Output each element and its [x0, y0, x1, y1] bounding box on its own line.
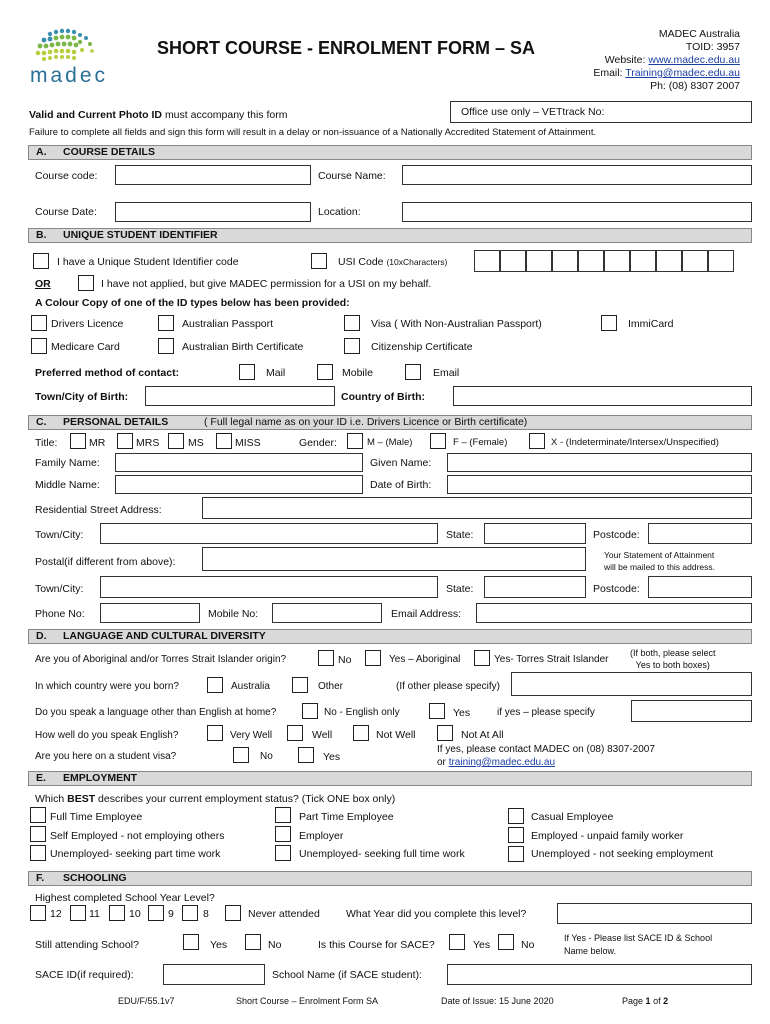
section-d-header [28, 629, 752, 644]
english-very-well-label: Very Well [230, 730, 273, 741]
not-applied-checkbox[interactable] [78, 275, 94, 291]
title-miss-checkbox[interactable] [216, 433, 232, 449]
title-mrs-label: MRS [136, 437, 160, 449]
highest-school-label: Highest completed School Year Level? [35, 892, 215, 904]
emp-employer-checkbox[interactable] [275, 826, 291, 842]
visa-yes-label: Yes [323, 751, 341, 763]
gender-female-checkbox[interactable] [430, 433, 446, 449]
usi-char-10[interactable] [708, 250, 734, 272]
language-no-label: No - English only [324, 707, 400, 718]
id-citizenship-checkbox[interactable] [344, 338, 360, 354]
logo-dots-icon [30, 26, 115, 68]
section-title: SCHOOLING [63, 872, 127, 884]
postal-state-field[interactable] [484, 576, 586, 598]
emp-seek-part-time-checkbox[interactable] [30, 845, 46, 861]
year-9-label: 9 [168, 908, 174, 920]
usi-char-1[interactable] [474, 250, 500, 272]
emp-full-time-label: Full Time Employee [50, 811, 143, 823]
both-note-line-1: (If both, please select [630, 648, 716, 658]
sace-yes-checkbox[interactable] [449, 934, 465, 950]
contact-mail-checkbox[interactable] [239, 364, 255, 380]
course-code-field[interactable] [115, 165, 311, 185]
english-not-well-label: Not Well [376, 729, 416, 741]
sace-yes-label: Yes [473, 939, 491, 951]
postal-postcode-label: Postcode: [593, 583, 640, 595]
emp-seek-part-time-label: Unemployed- seeking part time work [50, 848, 221, 860]
section-num: F. [36, 872, 45, 884]
section-f-header [28, 871, 752, 886]
emp-unpaid-family-checkbox[interactable] [508, 827, 524, 843]
gender-male-checkbox[interactable] [347, 433, 363, 449]
section-num: B. [36, 229, 47, 241]
id-drivers-licence-label: Drivers Licence [51, 318, 124, 330]
colour-copy-label: A Colour Copy of one of the ID types below has been provided: [35, 297, 350, 309]
madec-logo [30, 26, 115, 88]
country-other-field[interactable] [511, 672, 752, 696]
state-label: State: [446, 529, 474, 541]
course-name-field[interactable] [402, 165, 752, 185]
postal-town-label: Town/City: [35, 583, 84, 595]
visa-note-line-1: If yes, please contact MADEC on (08) 8307-2007 [437, 744, 655, 755]
language-yes-checkbox[interactable] [429, 703, 445, 719]
website-link[interactable]: www.madec.edu.au [648, 54, 740, 66]
english-not-at-all-checkbox[interactable] [437, 725, 453, 741]
employment-question-bold: BEST [67, 793, 96, 805]
employment-question-pre: Which [35, 793, 65, 805]
language-question: Do you speak a language other than English at home? [35, 707, 277, 718]
residential-label: Residential Street Address: [35, 504, 162, 516]
section-title: EMPLOYMENT [63, 772, 138, 784]
section-num: A. [36, 146, 47, 158]
country-birth-label: Country of Birth: [341, 391, 425, 403]
photo-id-bold: Valid and Current Photo ID [29, 109, 163, 121]
year-11-label: 11 [89, 908, 100, 920]
page-num: 1 [645, 996, 651, 1006]
employment-question [35, 793, 395, 805]
what-year-field[interactable] [557, 903, 752, 924]
year-8-label: 8 [203, 908, 209, 920]
usi-char-2[interactable] [500, 250, 526, 272]
gender-male-label: M – (Male) [367, 437, 413, 448]
section-e-header [28, 771, 752, 786]
id-drivers-licence-checkbox[interactable] [31, 315, 47, 331]
location-label: Location: [318, 206, 361, 218]
usi-char-7[interactable] [630, 250, 656, 272]
country-australia-label: Australia [231, 681, 270, 692]
year-9-checkbox[interactable] [148, 905, 164, 921]
usi-code-text: USI Code [338, 256, 384, 268]
sace-id-label: SACE ID(if required): [35, 969, 134, 981]
postal-label: Postal(if different from above): [35, 556, 176, 568]
still-attending-no-checkbox[interactable] [245, 934, 261, 950]
still-attending-label: Still attending School? [35, 939, 139, 951]
emp-employer-label: Employer [299, 830, 344, 842]
title-label: Title: [35, 437, 58, 449]
postcode-field[interactable] [648, 523, 752, 544]
title-mr-checkbox[interactable] [70, 433, 86, 449]
sace-note [564, 932, 712, 958]
postal-state-label: State: [446, 583, 474, 595]
email-label: Email: [593, 67, 623, 79]
have-usi-label: I have a Unique Student Identifier code [57, 256, 239, 268]
id-immicard-label: ImmiCard [628, 318, 674, 330]
usi-char-5[interactable] [578, 250, 604, 272]
english-well-checkbox[interactable] [287, 725, 303, 741]
office-use-label: Office use only – VETtrack No: [461, 106, 605, 118]
town-city-field[interactable] [100, 523, 438, 544]
language-specify-label: if yes – please specify [497, 707, 595, 718]
english-not-at-all-label: Not At All [461, 729, 504, 741]
usi-code-label [338, 256, 447, 268]
year-11-checkbox[interactable] [70, 905, 86, 921]
dob-label: Date of Birth: [370, 479, 432, 491]
still-attending-no-label: No [268, 939, 282, 951]
mobile-label: Mobile No: [208, 608, 259, 620]
title-mr-label: MR [89, 437, 106, 449]
state-field[interactable] [484, 523, 586, 544]
mailed-note-line-2: will be mailed to this address. [604, 562, 716, 572]
id-birth-cert-checkbox[interactable] [158, 338, 174, 354]
emp-unpaid-family-label: Employed - unpaid family worker [531, 830, 684, 842]
country-other-label: Other [318, 681, 344, 692]
emp-not-seeking-label: Unemployed - not seeking employment [531, 848, 714, 860]
id-medicare-label: Medicare Card [51, 341, 120, 353]
mailed-note [604, 549, 715, 573]
aboriginal-question: Are you of Aboriginal and/or Torres Strait Islander origin? [35, 654, 287, 665]
page-of: of [653, 996, 661, 1006]
residential-field[interactable] [202, 497, 752, 519]
photo-id-rest: must accompany this form [164, 109, 288, 121]
sace-note-line-2: Name below. [564, 946, 617, 956]
english-very-well-checkbox[interactable] [207, 725, 223, 741]
english-not-well-checkbox[interactable] [353, 725, 369, 741]
logo-text: madec [30, 64, 109, 87]
what-year-label: What Year did you complete this level? [346, 908, 527, 920]
aboriginal-yes-label: Yes – Aboriginal [389, 654, 461, 665]
title-ms-checkbox[interactable] [168, 433, 184, 449]
page-pre: Page [622, 996, 644, 1006]
sace-no-label: No [521, 939, 535, 951]
emp-not-seeking-checkbox[interactable] [508, 846, 524, 862]
gender-label: Gender: [299, 437, 337, 449]
given-name-label: Given Name: [370, 457, 432, 469]
page-title: SHORT COURSE - ENROLMENT FORM – SA [157, 38, 536, 58]
english-question: How well do you speak English? [35, 730, 179, 741]
location-field[interactable] [402, 202, 752, 222]
year-12-label: 12 [50, 908, 62, 920]
contact-block [593, 28, 740, 93]
language-no-checkbox[interactable] [302, 703, 318, 719]
country-australia-checkbox[interactable] [207, 677, 223, 693]
sace-question: Is this Course for SACE? [318, 939, 435, 951]
emp-part-time-checkbox[interactable] [275, 807, 291, 823]
section-title: PERSONAL DETAILS [63, 416, 169, 428]
phone: Ph: (08) 8307 2007 [650, 80, 740, 92]
course-code-label: Course code: [35, 170, 98, 182]
postcode-label: Postcode: [593, 529, 640, 541]
email-label: Email Address: [391, 608, 462, 620]
town-birth-label: Town/City of Birth: [35, 391, 129, 403]
website-label: Website: [604, 54, 646, 66]
town-birth-field[interactable] [145, 386, 335, 406]
usi-char-6[interactable] [604, 250, 630, 272]
visa-note [437, 743, 655, 769]
gender-x-checkbox[interactable] [529, 433, 545, 449]
school-name-field[interactable] [447, 964, 752, 985]
year-12-checkbox[interactable] [30, 905, 46, 921]
contact-mobile-checkbox[interactable] [317, 364, 333, 380]
section-b-header [28, 228, 752, 243]
emp-casual-label: Casual Employee [531, 811, 614, 823]
id-passport-checkbox[interactable] [158, 315, 174, 331]
footer-code: EDU/F/55.1v7 [118, 996, 175, 1006]
usi-char-3[interactable] [526, 250, 552, 272]
email-field[interactable] [476, 603, 752, 623]
country-question: In which country were you born? [35, 681, 179, 692]
aboriginal-no-checkbox[interactable] [318, 650, 334, 666]
emp-seek-full-time-checkbox[interactable] [275, 845, 291, 861]
family-name-field[interactable] [115, 453, 363, 472]
section-title: UNIQUE STUDENT IDENTIFIER [63, 229, 218, 241]
section-title: COURSE DETAILS [63, 146, 155, 158]
not-applied-label: I have not applied, but give MADEC permission for a USI on my behalf. [101, 278, 432, 290]
given-name-field[interactable] [447, 453, 752, 472]
section-c-header [28, 415, 752, 430]
visa-email-link[interactable]: training@madec.edu.au [448, 757, 556, 768]
usi-code-checkbox[interactable] [311, 253, 327, 269]
contact-mobile-label: Mobile [342, 367, 373, 379]
usi-chars-text: (10xCharacters) [386, 257, 448, 267]
aboriginal-no-label: No [338, 654, 352, 666]
english-well-label: Well [312, 729, 333, 741]
section-num: C. [36, 416, 47, 428]
year-10-checkbox[interactable] [109, 905, 125, 921]
emp-self-employed-label: Self Employed - not employing others [50, 830, 225, 842]
mailed-note-line-1: Your Statement of Attainment [604, 550, 715, 560]
visa-yes-checkbox[interactable] [298, 747, 314, 763]
torres-yes-checkbox[interactable] [474, 650, 490, 666]
year-10-label: 10 [129, 908, 141, 920]
emp-self-employed-checkbox[interactable] [30, 826, 46, 842]
school-name-label: School Name (if SACE student): [272, 969, 422, 981]
footer-issue-date: Date of Issue: 15 June 2020 [441, 996, 554, 1006]
title-mrs-checkbox[interactable] [117, 433, 133, 449]
course-date-label: Course Date: [35, 206, 97, 218]
emp-part-time-label: Part Time Employee [299, 811, 394, 823]
toid: TOID: 3957 [685, 41, 740, 53]
dob-field[interactable] [447, 475, 752, 494]
footer-page [622, 996, 668, 1006]
section-num: D. [36, 630, 47, 642]
country-other-specify: (If other please specify) [396, 681, 500, 692]
phone-label: Phone No: [35, 608, 85, 620]
office-use-box[interactable] [450, 101, 752, 123]
postal-town-field[interactable] [100, 576, 438, 598]
failure-notice: Failure to complete all fields and sign this form will result in a delay or non-issuance of a Nationally Accredited Statement of Attainment. [29, 127, 597, 138]
mobile-field[interactable] [272, 603, 382, 623]
emp-full-time-checkbox[interactable] [30, 807, 46, 823]
year-8-checkbox[interactable] [182, 905, 198, 921]
have-usi-checkbox[interactable] [33, 253, 49, 269]
id-passport-label: Australian Passport [182, 318, 274, 330]
id-visa-checkbox[interactable] [344, 315, 360, 331]
section-note: ( Full legal name as on your ID i.e. Drivers Licence or Birth certificate) [204, 416, 528, 428]
visa-question: Are you here on a student visa? [35, 751, 177, 762]
preferred-contact-label: Preferred method of contact: [35, 367, 180, 379]
course-date-field[interactable] [115, 202, 311, 222]
emp-casual-checkbox[interactable] [508, 808, 524, 824]
middle-name-field[interactable] [115, 475, 363, 494]
title-miss-label: MISS [235, 437, 261, 449]
postal-postcode-field[interactable] [648, 576, 752, 598]
id-medicare-checkbox[interactable] [31, 338, 47, 354]
language-specify-field[interactable] [631, 700, 752, 722]
visa-no-checkbox[interactable] [233, 747, 249, 763]
course-name-label: Course Name: [318, 170, 386, 182]
phone-field[interactable] [100, 603, 200, 623]
family-name-label: Family Name: [35, 457, 100, 469]
never-attended-label: Never attended [248, 908, 320, 920]
photo-id-notice [29, 109, 287, 121]
country-birth-field[interactable] [453, 386, 752, 406]
aboriginal-yes-checkbox[interactable] [365, 650, 381, 666]
language-yes-label: Yes [453, 707, 471, 719]
page-total: 2 [663, 996, 669, 1006]
employment-question-post: describes your current employment status? (Tick ONE box only) [98, 793, 396, 805]
country-other-checkbox[interactable] [292, 677, 308, 693]
gender-x-label: X - (Indeterminate/Intersex/Unspecified) [551, 437, 719, 448]
visa-note-or: or [437, 757, 446, 768]
both-note [630, 647, 716, 671]
footer-form-name: Short Course – Enrolment Form SA [236, 996, 379, 1006]
id-birth-cert-label: Australian Birth Certificate [182, 341, 304, 353]
contact-email-label: Email [433, 367, 460, 379]
never-attended-checkbox[interactable] [225, 905, 241, 921]
id-immicard-checkbox[interactable] [601, 315, 617, 331]
section-num: E. [36, 772, 46, 784]
middle-name-label: Middle Name: [35, 479, 100, 491]
section-a-header [28, 145, 752, 160]
section-title: LANGUAGE AND CULTURAL DIVERSITY [63, 630, 266, 642]
title-ms-label: MS [188, 437, 204, 449]
org-name: MADEC Australia [658, 28, 740, 40]
contact-mail-label: Mail [266, 367, 286, 379]
gender-female-label: F – (Female) [453, 437, 508, 448]
usi-char-9[interactable] [682, 250, 708, 272]
both-note-line-2: Yes to both boxes) [635, 660, 710, 670]
email-link[interactable]: Training@madec.edu.au [625, 67, 740, 79]
usi-char-4[interactable] [552, 250, 578, 272]
sace-note-line-1: If Yes - Please list SACE ID & School [564, 933, 713, 943]
town-city-label: Town/City: [35, 529, 84, 541]
or-label: OR [35, 278, 51, 290]
usi-char-8[interactable] [656, 250, 682, 272]
postal-field[interactable] [202, 547, 586, 571]
contact-email-checkbox[interactable] [405, 364, 421, 380]
sace-id-field[interactable] [163, 964, 265, 985]
still-attending-yes-checkbox[interactable] [183, 934, 199, 950]
emp-seek-full-time-label: Unemployed- seeking full time work [299, 848, 465, 860]
sace-no-checkbox[interactable] [498, 934, 514, 950]
id-visa-label: Visa ( With Non-Australian Passport) [371, 318, 542, 330]
torres-yes-label: Yes- Torres Strait Islander [494, 654, 609, 665]
visa-no-label: No [260, 751, 273, 762]
still-attending-yes-label: Yes [210, 939, 228, 951]
id-citizenship-label: Citizenship Certificate [371, 341, 473, 353]
